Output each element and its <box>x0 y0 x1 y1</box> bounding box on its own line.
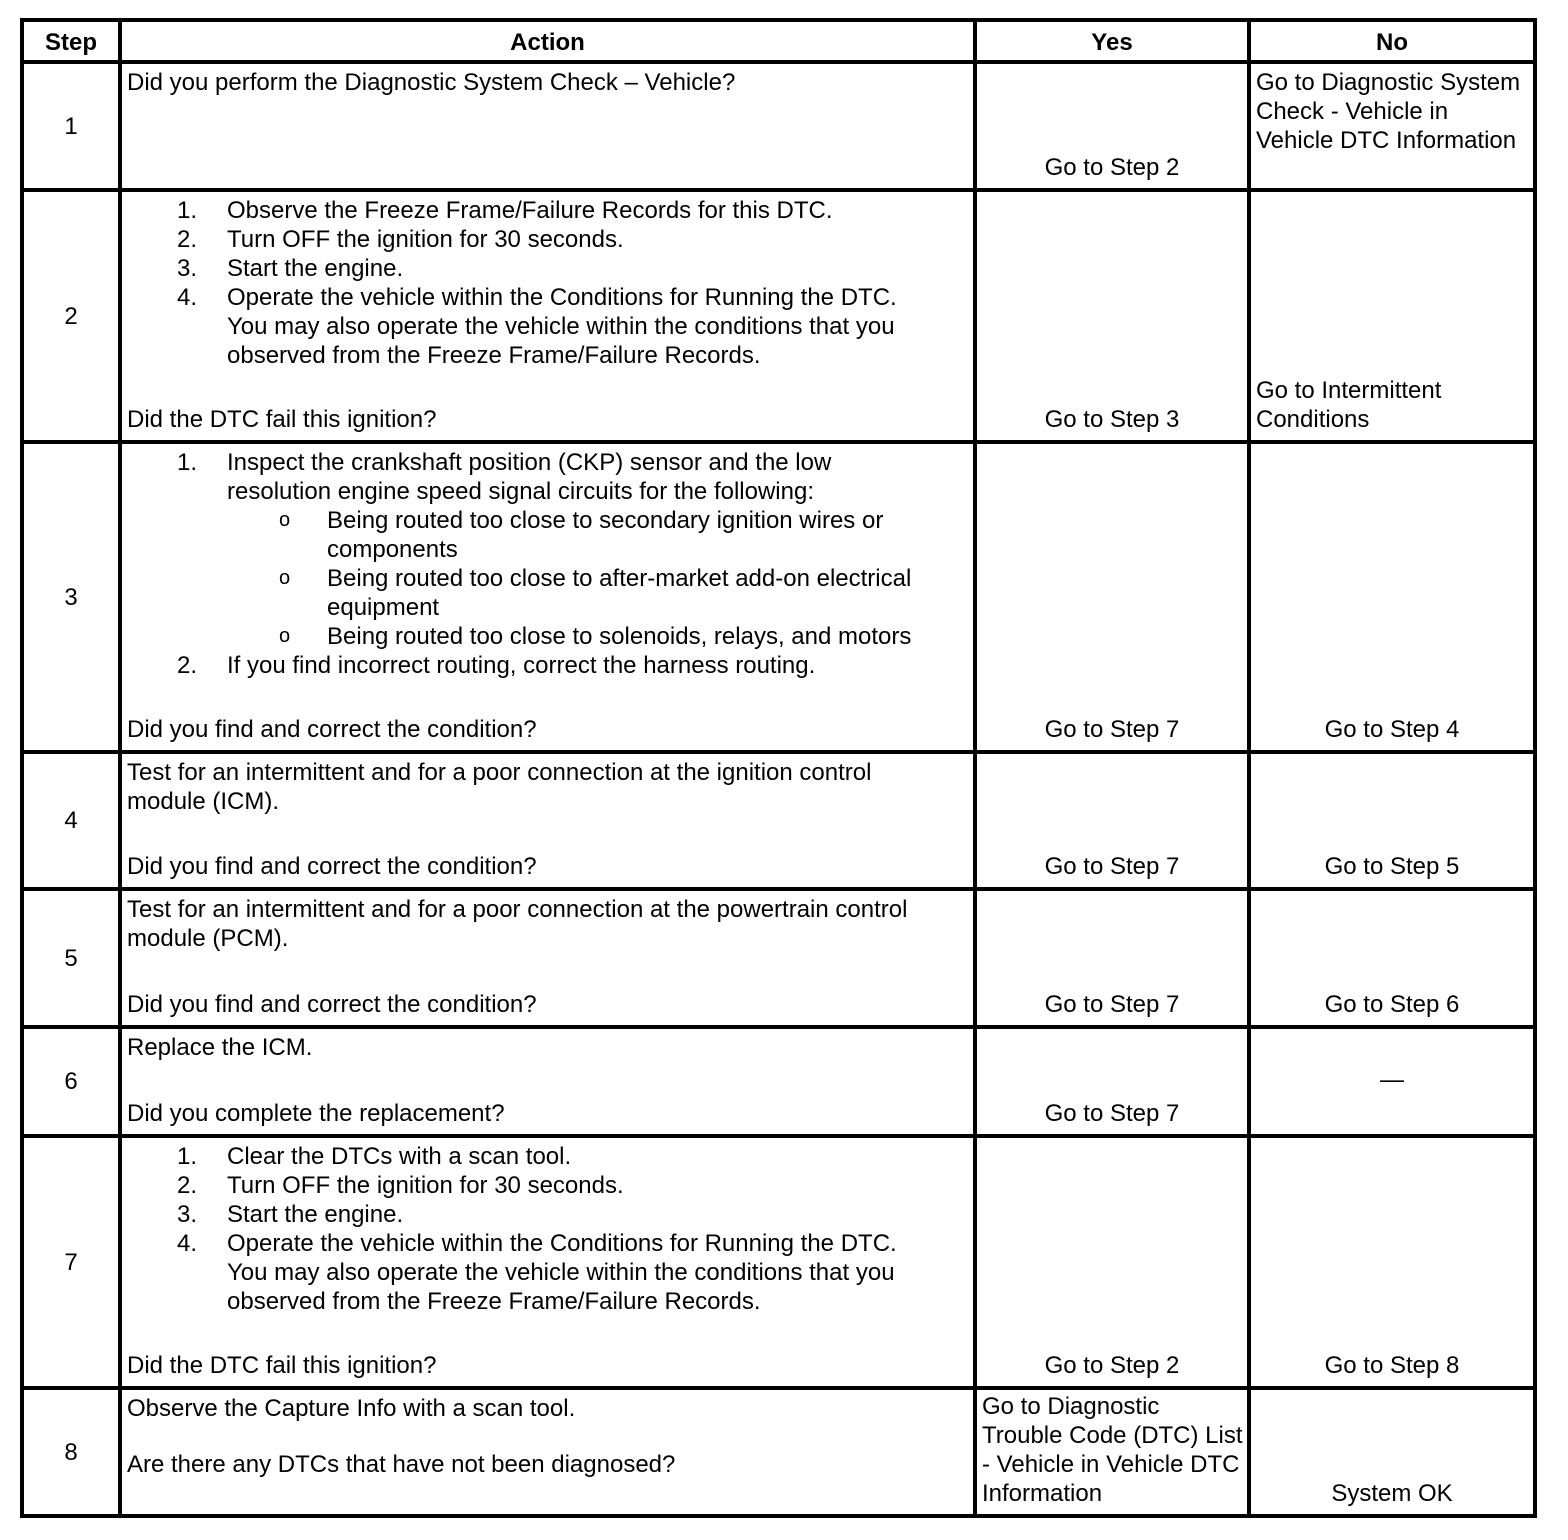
yes-cell <box>975 1388 1249 1516</box>
sub-list-item: o Being routed too close to secondary ignition wires or components <box>279 507 884 563</box>
table-row-step-5 <box>22 889 1535 1027</box>
header-row <box>22 20 1535 62</box>
action-question: Did you find and correct the condition? <box>127 991 537 1018</box>
action-question: Did the DTC fail this ignition? <box>127 1352 437 1379</box>
action-cell <box>120 1136 975 1388</box>
step-number: 8 <box>22 1388 120 1516</box>
action-text: Test for an intermittent and for a poor connection at the ignition control module (ICM). <box>127 759 872 815</box>
no-cell <box>1249 442 1535 752</box>
action-list <box>122 192 973 372</box>
list-item: 1. Inspect the crankshaft position (CKP) sensor and the low resolution engine speed signal circuits for the following: <box>177 449 832 505</box>
yes-cell <box>975 1136 1249 1388</box>
yes-link[interactable]: Go to Step 7 <box>1044 716 1180 743</box>
step-number: 1 <box>22 62 120 190</box>
header-yes: Yes <box>975 20 1249 62</box>
no-cell <box>1249 889 1535 1027</box>
no-link[interactable]: Go to Step 4 <box>1324 716 1460 743</box>
table-row-step-4 <box>22 752 1535 889</box>
yes-cell <box>975 62 1249 190</box>
action-cell <box>120 442 975 752</box>
action-question: Are there any DTCs that have not been diagnosed? <box>127 1451 676 1478</box>
no-cell <box>1249 62 1535 190</box>
yes-link[interactable]: Go to Step 2 <box>1044 154 1180 181</box>
diagnostic-table-wrapper <box>20 18 1533 1518</box>
table-row-step-2 <box>22 190 1535 442</box>
list-item: 1. Observe the Freeze Frame/Failure Records for this DTC. <box>177 197 833 224</box>
no-link[interactable]: Go to Step 5 <box>1324 853 1460 880</box>
no-cell <box>1249 752 1535 889</box>
yes-cell <box>975 190 1249 442</box>
action-cell <box>120 1388 975 1516</box>
action-text: Replace the ICM. <box>127 1034 313 1061</box>
action-question: Did the DTC fail this ignition? <box>127 406 437 433</box>
action-text: Observe the Capture Info with a scan tool. <box>127 1395 576 1422</box>
no-link[interactable]: Go to Step 6 <box>1324 991 1460 1018</box>
action-cell <box>120 62 975 190</box>
action-cell <box>120 190 975 442</box>
step-number: 6 <box>22 1027 120 1136</box>
no-cell <box>1249 1388 1535 1516</box>
yes-cell <box>975 442 1249 752</box>
list-item: 1. Clear the DTCs with a scan tool. <box>177 1143 572 1170</box>
no-result: System OK <box>1331 1480 1453 1507</box>
action-question: Did you complete the replacement? <box>127 1100 505 1127</box>
action-cell <box>120 889 975 1027</box>
header-action: Action <box>120 20 975 62</box>
table-row-step-1 <box>22 62 1535 190</box>
no-link[interactable]: Go to Step 8 <box>1324 1352 1460 1379</box>
no-link[interactable]: Go to Intermittent Conditions <box>1256 377 1442 433</box>
no-value-dash: — <box>1380 1066 1404 1093</box>
yes-link[interactable]: Go to Step 7 <box>1044 853 1180 880</box>
sub-list-item: o Being routed too close to solenoids, relays, and motors <box>279 623 912 650</box>
step-number: 2 <box>22 190 120 442</box>
action-list <box>122 444 973 682</box>
sub-list-item: o Being routed too close to after-market add-on electrical equipment <box>279 565 912 621</box>
step-number: 3 <box>22 442 120 752</box>
no-cell <box>1249 1027 1535 1136</box>
diagnostic-table <box>20 18 1537 1518</box>
list-item: 3. Start the engine. <box>177 1201 404 1228</box>
yes-cell <box>975 889 1249 1027</box>
list-item: 2. Turn OFF the ignition for 30 seconds. <box>177 1172 624 1199</box>
step-number: 5 <box>22 889 120 1027</box>
header-no: No <box>1249 20 1535 62</box>
yes-cell <box>975 752 1249 889</box>
step-number: 7 <box>22 1136 120 1388</box>
action-text: Did you perform the Diagnostic System Check – Vehicle? <box>127 69 736 96</box>
yes-cell <box>975 1027 1249 1136</box>
action-cell <box>120 1027 975 1136</box>
yes-link[interactable]: Go to Step 2 <box>1044 1352 1180 1379</box>
table-row-step-8 <box>22 1388 1535 1516</box>
yes-link[interactable]: Go to Step 7 <box>1044 991 1180 1018</box>
no-cell <box>1249 190 1535 442</box>
action-list <box>122 1138 973 1318</box>
list-item: 3. Start the engine. <box>177 255 404 282</box>
yes-link[interactable]: Go to Diagnostic Trouble Code (DTC) List - Vehicle in Vehicle DTC Information <box>982 1393 1243 1507</box>
yes-link[interactable]: Go to Step 7 <box>1044 1100 1180 1127</box>
no-cell <box>1249 1136 1535 1388</box>
action-question: Did you find and correct the condition? <box>127 716 537 743</box>
table-row-step-6 <box>22 1027 1535 1136</box>
action-cell <box>120 752 975 889</box>
list-item: 4. Operate the vehicle within the Conditions for Running the DTC. You may also operate the vehicle within the conditions that you observed from the Freeze Frame/Failure Records. <box>177 284 897 369</box>
table-row-step-7 <box>22 1136 1535 1388</box>
list-item: 2. If you find incorrect routing, correct the harness routing. <box>177 652 816 679</box>
header-step: Step <box>22 20 120 62</box>
table-row-step-3 <box>22 442 1535 752</box>
list-item: 2. Turn OFF the ignition for 30 seconds. <box>177 226 624 253</box>
action-question: Did you find and correct the condition? <box>127 853 537 880</box>
list-item: 4. Operate the vehicle within the Conditions for Running the DTC. You may also operate the vehicle within the conditions that you observed from the Freeze Frame/Failure Records. <box>177 1230 897 1315</box>
action-text: Test for an intermittent and for a poor connection at the powertrain control module (PCM). <box>127 896 908 952</box>
yes-link[interactable]: Go to Step 3 <box>1044 406 1180 433</box>
step-number: 4 <box>22 752 120 889</box>
no-link[interactable]: Go to Diagnostic System Check - Vehicle in Vehicle DTC Information <box>1256 69 1521 154</box>
